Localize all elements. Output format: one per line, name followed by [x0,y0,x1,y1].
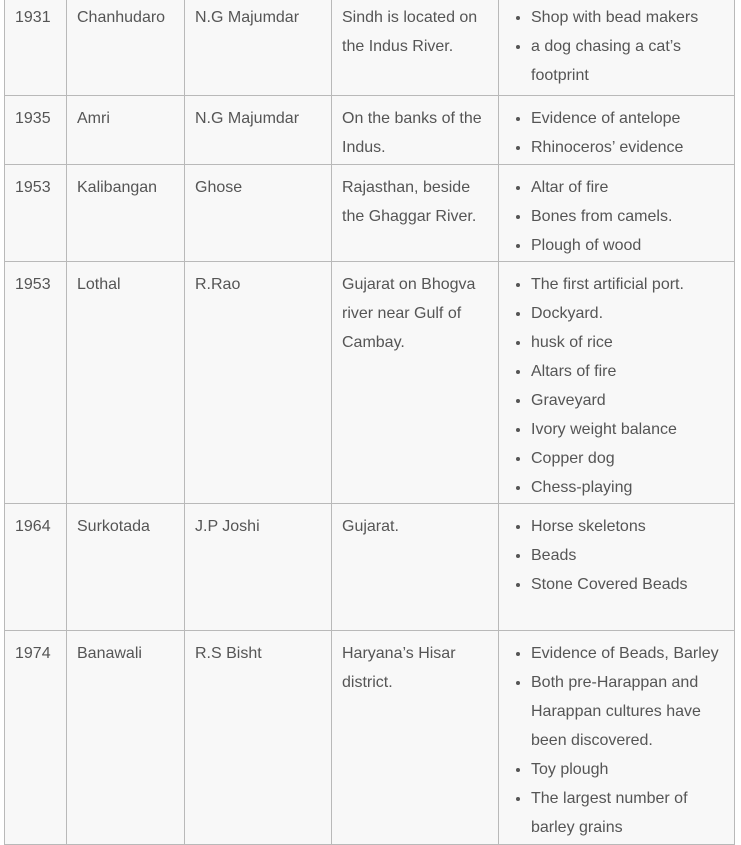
discoverer-text: N.G Majumdar [195,110,300,127]
site-cell [67,0,185,96]
list-item: • The first artificial port. [531,270,724,299]
year-text: 1953 [15,276,51,293]
findings-list [509,173,724,260]
findings-cell [499,165,735,262]
list-item: • Bones from camels. [531,202,724,231]
discoverer-cell [185,504,332,631]
list-item: • Dockyard. [531,299,724,328]
site-cell [67,504,185,631]
discoverer-cell [185,631,332,845]
list-item: • Evidence of Beads, Barley [531,639,724,668]
site-cell [67,96,185,165]
location-text: Gujarat. [342,518,399,535]
year-cell [5,631,67,845]
discoverer-cell [185,0,332,96]
findings-list [509,104,724,162]
findings-cell [499,0,735,96]
list-item: • Toy plough [531,755,724,784]
site-cell [67,631,185,845]
table-row [5,504,735,631]
table-row [5,262,735,504]
year-cell [5,504,67,631]
location-cell [332,262,499,504]
year-cell [5,165,67,262]
location-cell [332,165,499,262]
list-item: • Graveyard [531,386,724,415]
list-item: • Ivory weight balance [531,415,724,444]
table-row [5,96,735,165]
year-text: 1974 [15,645,51,662]
discoverer-text: N.G Majumdar [195,9,300,26]
list-item: • The largest number of barley grains [531,784,724,842]
table-row [5,165,735,262]
site-text: Banawali [77,645,142,662]
list-item: • Altar of fire [531,173,724,202]
year-text: 1935 [15,110,51,127]
location-text: On the banks of the Indus. [342,110,482,156]
list-item: • Rhinoceros’ evidence [531,133,724,162]
list-item: • Shop with bead makers [531,3,724,32]
site-text: Chanhudaro [77,9,166,26]
year-text: 1964 [15,518,51,535]
location-cell [332,504,499,631]
discoverer-text: Ghose [195,179,243,196]
list-item: • Evidence of antelope [531,104,724,133]
site-text: Amri [77,110,110,127]
list-item: • Stone Covered Beads [531,570,724,599]
list-item: • Chess-playing [531,473,724,502]
findings-list [509,639,724,842]
list-item: • Horse skeletons [531,512,724,541]
list-item: • Both pre-Harappan and Harappan cultures have been discovered. [531,668,724,755]
discoverer-text: R.Rao [195,276,241,293]
location-text: Sindh is located on the Indus River. [342,9,478,55]
list-item: • Beads [531,541,724,570]
site-text: Kalibangan [77,179,158,196]
year-cell [5,0,67,96]
findings-cell [499,262,735,504]
findings-cell [499,504,735,631]
list-item: • a dog chasing a cat’s footprint [531,32,724,90]
list-item: • Plough of wood [531,231,724,260]
list-item: • Altars of fire [531,357,724,386]
list-item: • husk of rice [531,328,724,357]
discoverer-text: R.S Bisht [195,645,262,662]
sites-table [4,0,735,845]
table-row [5,0,735,96]
site-cell [67,165,185,262]
site-text: Surkotada [77,518,150,535]
year-cell [5,96,67,165]
table-row [5,631,735,845]
year-text: 1931 [15,9,51,26]
year-text: 1953 [15,179,51,196]
discoverer-text: J.P Joshi [195,518,260,535]
location-cell [332,0,499,96]
findings-cell [499,631,735,845]
site-cell [67,262,185,504]
findings-cell [499,96,735,165]
location-text: Rajasthan, beside the Ghaggar River. [342,179,477,225]
year-cell [5,262,67,504]
location-cell [332,631,499,845]
findings-list [509,270,724,502]
location-cell [332,96,499,165]
discoverer-cell [185,165,332,262]
location-text: Gujarat on Bhogva river near Gulf of Cambay. [342,276,476,351]
findings-list [509,512,724,599]
site-text: Lothal [77,276,121,293]
discoverer-cell [185,96,332,165]
discoverer-cell [185,262,332,504]
location-text: Haryana’s Hisar district. [342,645,456,691]
findings-list [509,3,724,90]
list-item: • Copper dog [531,444,724,473]
